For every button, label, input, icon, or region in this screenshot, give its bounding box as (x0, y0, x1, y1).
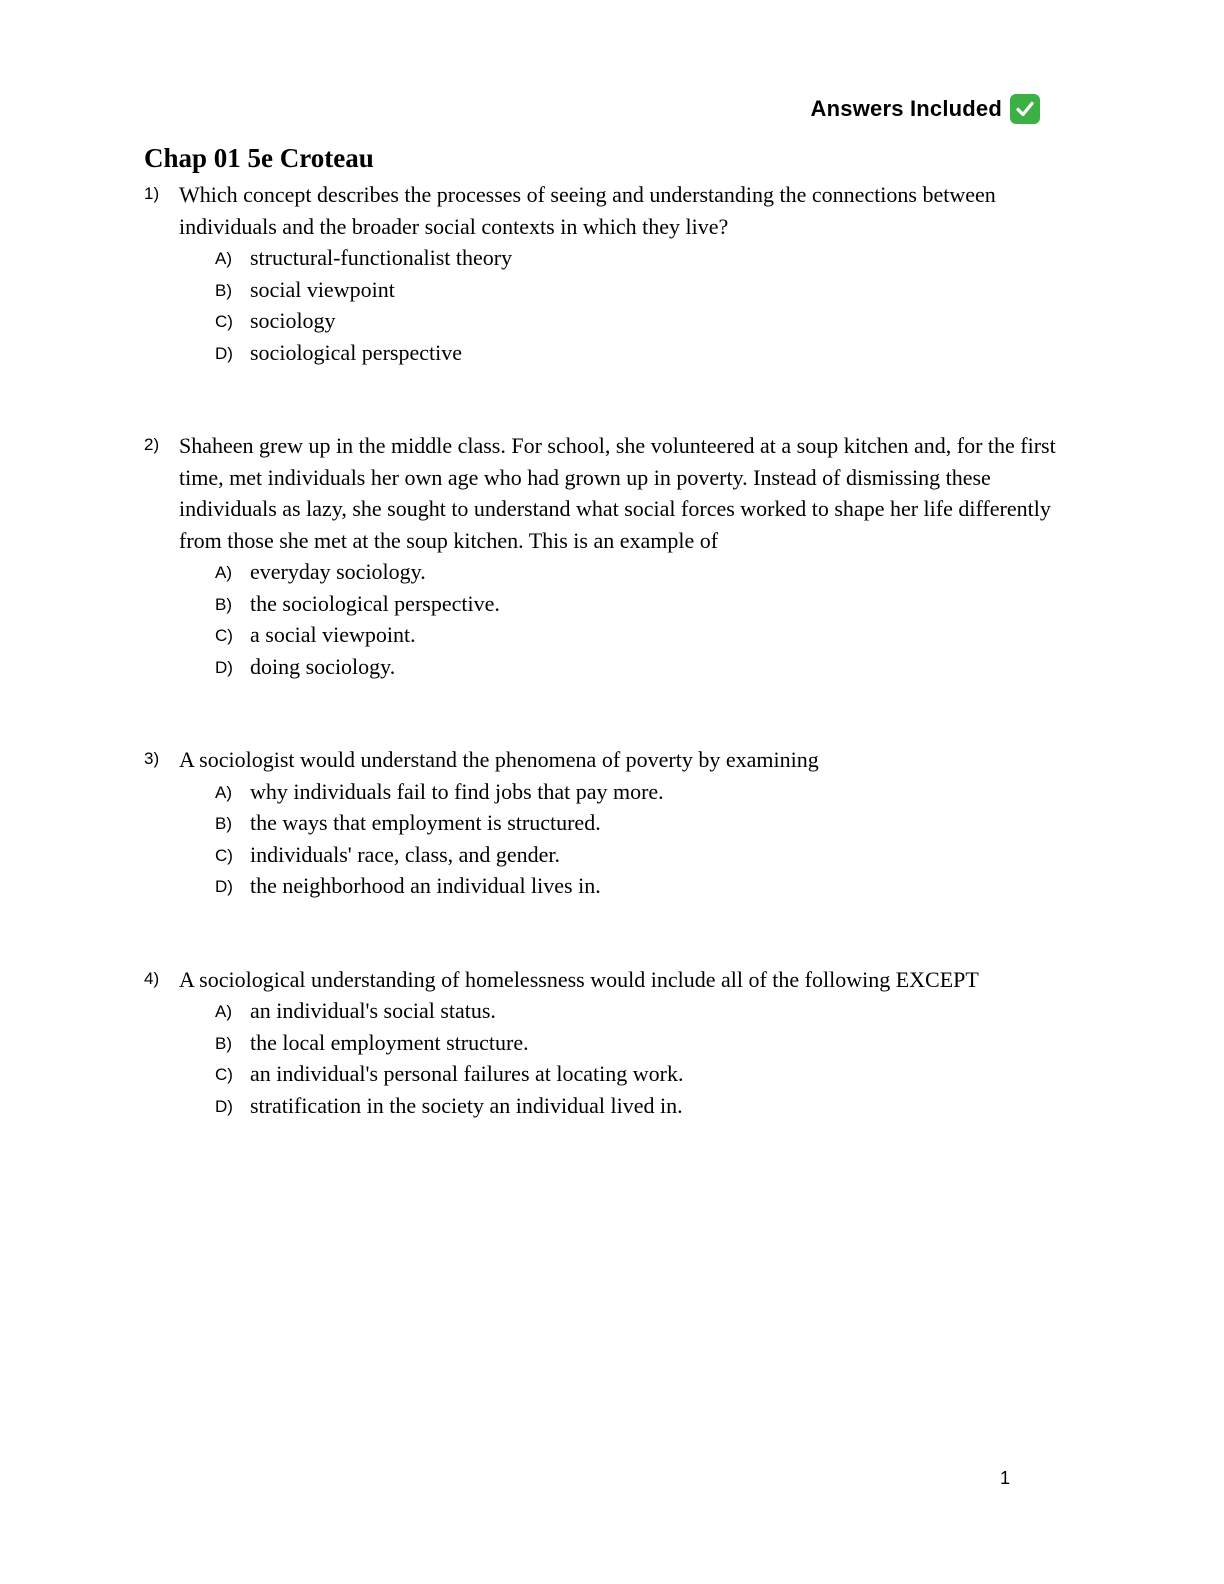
option-list (144, 242, 1074, 368)
option-b (144, 588, 1074, 620)
badge-label: Answers Included (810, 96, 1002, 121)
option-a (144, 242, 1074, 274)
answers-included-badge (811, 94, 1040, 124)
option-text: an individual's personal failures at locating work. (250, 1061, 684, 1086)
option-a (144, 995, 1074, 1027)
question-2 (144, 430, 1074, 682)
option-text: sociology (250, 308, 336, 333)
question-number: 1) (144, 184, 160, 203)
option-a (144, 556, 1074, 588)
question-text: A sociological understanding of homelessness would include all of the following EXCEPT (179, 966, 979, 992)
option-b (144, 274, 1074, 306)
option-letter: B) (215, 280, 232, 300)
option-text: an individual's social status. (250, 998, 496, 1023)
option-d (144, 651, 1074, 683)
option-text: individuals' race, class, and gender. (250, 841, 561, 867)
option-list (144, 776, 1074, 902)
page-title: Chap 01 5e Croteau (144, 143, 374, 173)
option-text: everyday sociology. (250, 559, 426, 584)
option-text: why individuals fail to find jobs that pay more. (250, 778, 664, 804)
option-text: doing sociology. (250, 653, 396, 679)
option-letter: C) (215, 312, 233, 331)
option-text: a social viewpoint. (250, 622, 416, 647)
option-text: the neighborhood an individual lives in. (250, 873, 601, 898)
option-letter: D) (215, 657, 233, 677)
option-c (144, 305, 1074, 337)
option-text: stratification in the society an individual lived in. (250, 1092, 683, 1118)
question-number: 3) (144, 749, 160, 768)
option-a (144, 776, 1074, 808)
option-b (144, 807, 1074, 839)
option-text: the sociological perspective. (250, 590, 500, 616)
option-letter: A) (215, 563, 232, 582)
option-list (144, 995, 1074, 1121)
option-letter: B) (215, 1033, 232, 1053)
option-d (144, 870, 1074, 902)
option-c (144, 619, 1074, 651)
option-letter: C) (215, 845, 233, 865)
question-text: A sociologist would understand the phenomena of poverty by examining (179, 747, 819, 772)
option-letter: A) (215, 1002, 232, 1021)
option-list (144, 556, 1074, 682)
option-c (144, 839, 1074, 871)
option-text: the local employment structure. (250, 1029, 529, 1055)
option-letter: D) (215, 877, 233, 896)
option-letter: A) (215, 782, 232, 802)
option-b (144, 1027, 1074, 1059)
check-mark-icon (1010, 94, 1040, 124)
option-c (144, 1058, 1074, 1090)
option-letter: A) (215, 249, 232, 268)
question-4 (144, 964, 1074, 1122)
option-letter: C) (215, 1065, 233, 1084)
option-letter: C) (215, 626, 233, 645)
question-list (144, 179, 1074, 1183)
page-number: 1 (999, 1468, 1010, 1488)
question-1 (144, 179, 1074, 368)
option-letter: B) (215, 594, 232, 614)
question-number: 2) (144, 435, 160, 454)
option-d (144, 1090, 1074, 1122)
option-letter: D) (215, 1096, 233, 1116)
question-text: Which concept describes the processes of seeing and understanding the connections between individuals and the broader social contexts in which they live? (179, 182, 996, 239)
option-text: the ways that employment is structured. (250, 810, 601, 835)
question-3 (144, 744, 1074, 902)
question-text: Shaheen grew up in the middle class. For school, she volunteered at a soup kitchen and, for the first time, met individuals her own age who had grown up in poverty. Instead of dismissing these individuals as lazy, she sought to understand what social forces worked to shape her life differently from those she met at the soup kitchen. This is an example of (179, 433, 1056, 553)
option-text: sociological perspective (250, 339, 462, 365)
option-d (144, 337, 1074, 369)
option-text: structural-functionalist theory (250, 245, 513, 270)
option-letter: B) (215, 814, 232, 833)
question-number: 4) (144, 968, 160, 988)
option-letter: D) (215, 343, 233, 363)
option-text: social viewpoint (250, 276, 395, 302)
